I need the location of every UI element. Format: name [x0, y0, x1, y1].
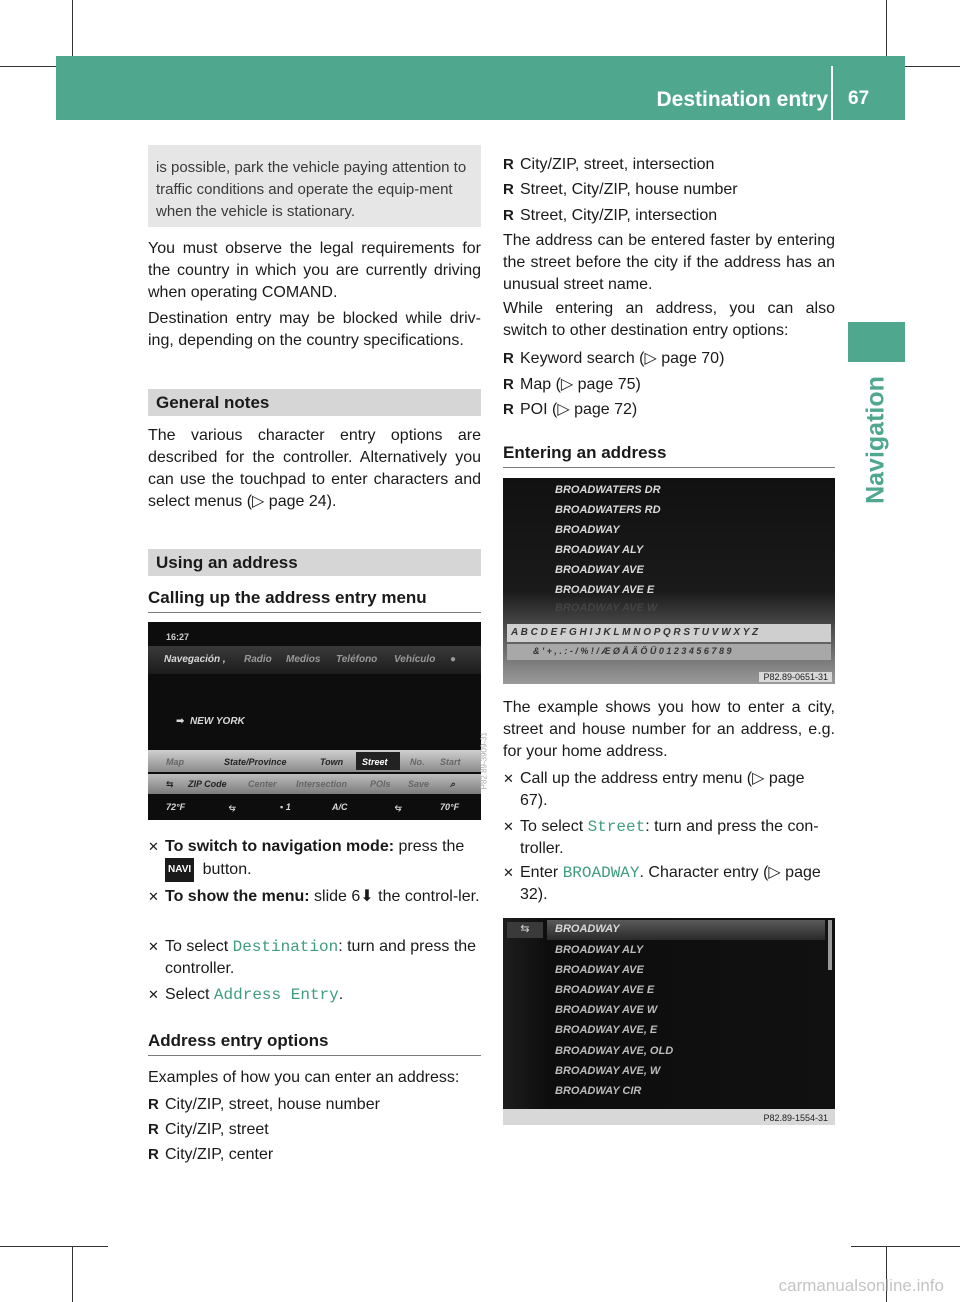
- divider: [148, 1055, 481, 1056]
- instruction-step: [148, 886, 481, 908]
- step-text: .: [338, 986, 344, 1003]
- paragraph: Examples of how you can enter an address:: [148, 1069, 460, 1086]
- submenu-item: ⇆: [166, 779, 174, 789]
- menu-item: ●: [450, 654, 457, 665]
- back-icon: ⇆: [507, 922, 543, 938]
- image-code: P82.89-1554-31: [759, 1113, 832, 1123]
- instruction-step: ✕ Call up the address entry menu (▷ page 67).: [503, 768, 835, 812]
- screenshot-street-list: [503, 918, 835, 1125]
- list-item: R City/ZIP, center: [148, 1144, 481, 1166]
- submenu-item: POIs: [370, 779, 391, 789]
- submenu-item: Town: [320, 757, 344, 767]
- instruction-step: [148, 836, 481, 882]
- step-text: : turn and press the controller.: [165, 938, 477, 977]
- list-item: R City/ZIP, street, intersection: [503, 154, 835, 176]
- list-item: R Street, City/ZIP, house number: [503, 179, 835, 201]
- paragraph: The example shows you how to enter a city, street and house number for an address, e.g. for your home address.: [503, 699, 835, 760]
- crop-mark: [72, 1246, 73, 1302]
- list-entry: BROADWAY AVE, OLD: [555, 1045, 674, 1057]
- submenu-item: Start: [440, 757, 461, 767]
- crop-mark: [886, 0, 887, 58]
- step-text: slide 6⬇ the control-ler.: [309, 888, 480, 905]
- list-entry: BROADWAY: [555, 524, 620, 536]
- search-icon: ⌕: [450, 779, 456, 789]
- divider: [503, 467, 835, 468]
- page-number: 67: [848, 88, 870, 109]
- menu-term: Destination: [232, 938, 339, 956]
- list-entry: BROADWAY ALY: [555, 944, 644, 956]
- list-item: R Keyword search (▷ page 70): [503, 348, 835, 370]
- menu-item: Teléfono: [336, 654, 378, 665]
- list-entry: BROADWAY AVE: [555, 964, 644, 976]
- screenshot-address-list: [503, 478, 835, 684]
- climate-item: ⥃: [228, 802, 236, 812]
- navi-button-icon: NAVI: [165, 858, 194, 882]
- list-entry: BROADWAY AVE: [555, 564, 644, 576]
- list-item: R City/ZIP, street: [148, 1119, 481, 1141]
- step-text: : turn and press the con-troller.: [520, 818, 819, 857]
- list-item: R City/ZIP, street, house number: [148, 1094, 481, 1116]
- menu-term: Address Entry: [213, 986, 339, 1004]
- list-entry: BROADWAY AVE W: [555, 602, 658, 614]
- submenu-item: State/Province: [224, 757, 287, 767]
- screenshot-address-menu: [148, 622, 488, 820]
- paragraph: The various character entry options are described for the controller. Alternatively you can use the touchpad to enter characters and select menus (▷ page 24).: [148, 427, 481, 510]
- menu-term: BROADWAY: [562, 864, 640, 882]
- list-entry: BROADWAY AVE E: [555, 984, 655, 996]
- menu-item: Navegación ,: [164, 654, 226, 665]
- submenu-item: No.: [410, 757, 425, 767]
- crop-mark: [851, 1246, 960, 1247]
- step-text: button.: [198, 861, 252, 878]
- instruction-step: [503, 816, 835, 860]
- header-divider: [831, 66, 833, 120]
- climate-item: ▪ 1: [280, 802, 291, 812]
- watermark: carmanualsonline.info: [778, 1276, 944, 1295]
- divider: [148, 612, 481, 613]
- image-code: P82.89-3909-31: [479, 732, 488, 790]
- list-entry: BROADWATERS RD: [555, 504, 661, 516]
- list-entry: BROADWATERS DR: [555, 484, 661, 496]
- subheading: Entering an address: [503, 443, 667, 462]
- section-heading-text: Using an address: [156, 553, 298, 572]
- step-text: Select: [165, 986, 214, 1003]
- step-text: press the: [394, 838, 465, 855]
- list-entry: BROADWAY CIR: [555, 1085, 642, 1097]
- page-title: Destination entry: [656, 88, 828, 111]
- list-entry: BROADWAY ALY: [555, 544, 644, 556]
- subheading: Address entry options: [148, 1031, 329, 1050]
- menu-item: Radio: [244, 654, 272, 665]
- submenu-item: Map: [166, 757, 184, 767]
- symbol-row: & ' + , . : - / % ! / Æ Ø Å Ä Ö Ü 0 1 2 3 4 5 6 7 8 9: [533, 646, 732, 656]
- section-heading: [148, 549, 481, 576]
- city-text: NEW YORK: [189, 716, 245, 727]
- clock-text: 16:27: [166, 632, 190, 642]
- paragraph: The address can be entered faster by entering the street before the city if the address has an unusual street name.: [503, 232, 835, 293]
- paragraph: While entering an address, you can also switch to other destination entry options:: [503, 300, 835, 339]
- list-item: R Street, City/ZIP, intersection: [503, 205, 835, 227]
- menu-term: Street: [587, 818, 646, 836]
- chapter-label: Navigation: [861, 376, 890, 504]
- chapter-tab: [848, 322, 905, 362]
- step-text: Enter: [520, 864, 563, 881]
- climate-item: 70°F: [440, 802, 460, 812]
- list-entry: BROADWAY: [555, 923, 620, 935]
- letter-row: A B C D E F G H I J K L M N O P Q R S T U V W X Y Z: [511, 627, 759, 638]
- instruction-step: [148, 936, 481, 980]
- list-entry: BROADWAY AVE W: [555, 1004, 658, 1016]
- submenu-row: [148, 750, 481, 772]
- climate-item: A/C: [332, 802, 348, 812]
- warning-note: is possible, park the vehicle paying attention to traffic conditions and operate the equip-ment when the vehicle is stationary.: [148, 145, 481, 227]
- section-heading: [148, 389, 481, 416]
- list-entry: BROADWAY AVE, E: [555, 1024, 658, 1036]
- step-bold: To switch to navigation mode:: [165, 838, 395, 855]
- step-text: . Character entry (▷ page 32).: [520, 864, 821, 903]
- image-code: P82.89-0651-31: [759, 672, 832, 682]
- scrollbar: [828, 920, 832, 970]
- list-entry: BROADWAY AVE E: [555, 584, 655, 596]
- menu-item: Vehículo: [394, 654, 436, 665]
- paragraph: Destination entry may be blocked while driv-ing, depending on the country specifications.: [148, 310, 481, 349]
- step-text: To select: [520, 818, 588, 835]
- submenu-item: ZIP Code: [188, 779, 227, 789]
- step-bold: To show the menu:: [165, 888, 310, 905]
- crop-mark: [0, 1246, 108, 1247]
- instruction-step: [148, 984, 481, 1006]
- list-item: R POI (▷ page 72): [503, 399, 835, 421]
- city-label: ➡ NEW YORK: [176, 716, 245, 727]
- instruction-step: [503, 862, 835, 906]
- submenu-item: Center: [248, 779, 277, 789]
- section-heading-text: General notes: [156, 393, 270, 412]
- submenu-item: Save: [408, 779, 430, 789]
- step-text: To select: [165, 938, 233, 955]
- climate-item: 72°F: [166, 802, 186, 812]
- menu-item: Medios: [286, 654, 321, 665]
- crop-mark: [72, 0, 73, 58]
- paragraph: You must observe the legal requirements for the country in which you are currently driving when operating COMAND.: [148, 240, 481, 301]
- subheading: Calling up the address entry menu: [148, 588, 427, 607]
- submenu-item: Intersection: [296, 779, 348, 789]
- climate-item: ⥃: [394, 802, 402, 812]
- list-item: R Map (▷ page 75): [503, 374, 835, 396]
- list-entry: BROADWAY AVE, W: [555, 1065, 661, 1077]
- submenu-item: Street: [362, 757, 388, 767]
